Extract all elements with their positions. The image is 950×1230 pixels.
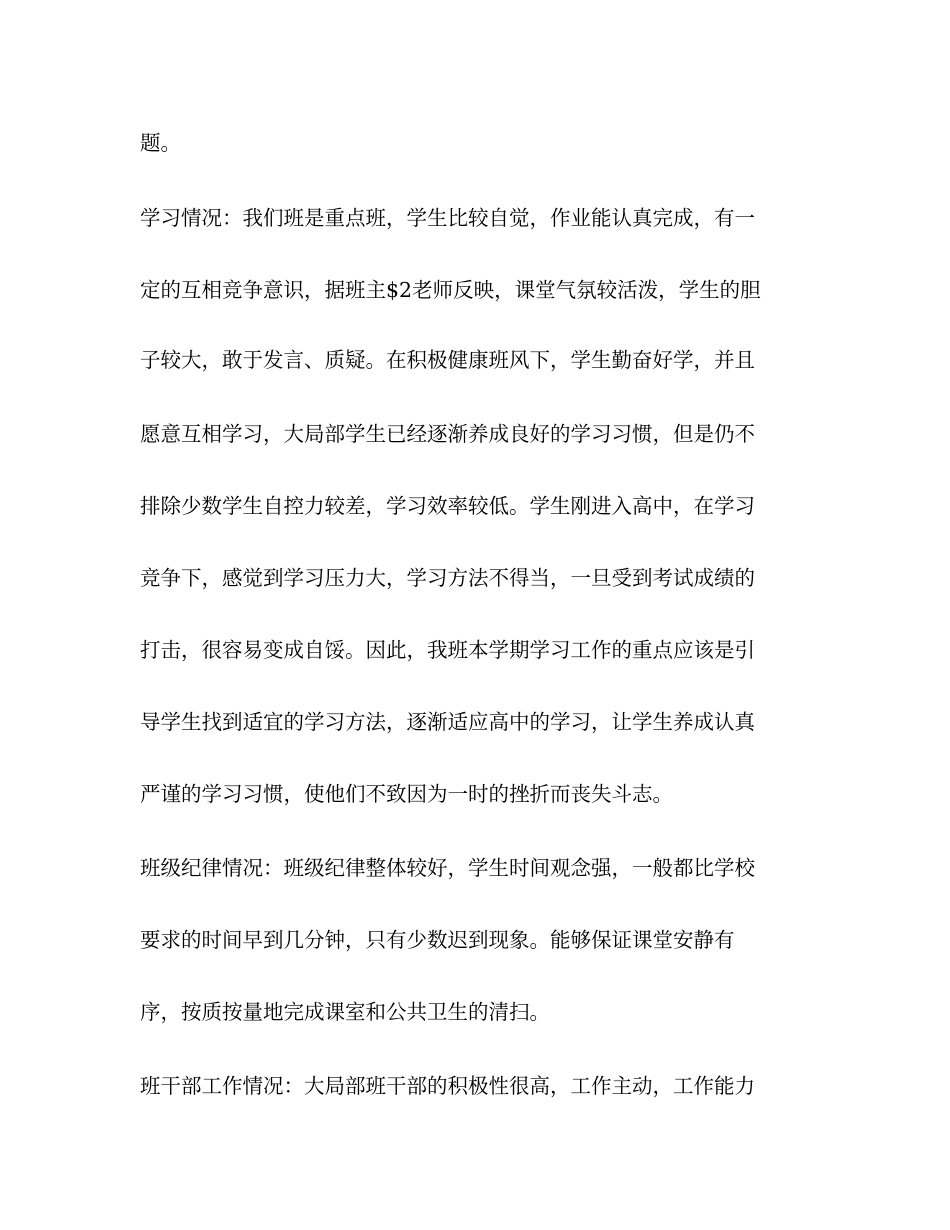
text-line: 班级纪律情况：班级纪律整体较好，学生时间观念强，一般都比学校: [140, 856, 755, 880]
text-line: 竞争下，感觉到学习压力大，学习方法不得当，一旦受到考试成绩的: [140, 566, 755, 590]
text-line: 严谨的学习习惯，使他们不致因为一时的挫折而丧失斗志。: [140, 782, 673, 806]
text-line: 导学生找到适宜的学习方法，逐渐适应高中的学习，让学生养成认真: [140, 710, 755, 734]
text-line: 排除少数学生自控力较差，学习效率较低。学生刚进入高中，在学习: [140, 494, 755, 518]
text-line: 子较大，敢于发言、质疑。在积极健康班风下，学生勤奋好学，并且: [140, 348, 755, 372]
text-line: 愿意互相学习，大局部学生已经逐渐养成良好的学习习惯，但是仍不: [140, 422, 755, 446]
text-line: 班干部工作情况：大局部班干部的积极性很高，工作主动，工作能力: [140, 1074, 755, 1098]
text-line: 定的互相竞争意识，据班主$2老师反映，课堂气氛较活泼，学生的胆: [140, 278, 761, 302]
text-line: 学习情况：我们班是重点班，学生比较自觉，作业能认真完成，有一: [140, 206, 755, 230]
text-line: 题。: [140, 131, 181, 155]
text-line: 要求的时间早到几分钟，只有少数迟到现象。能够保证课堂安静有: [140, 928, 735, 952]
text-line: 打击，很容易变成自馁。因此，我班本学期学习工作的重点应该是引: [140, 638, 755, 662]
text-line: 序，按质按量地完成课室和公共卫生的清扫。: [140, 1000, 550, 1024]
